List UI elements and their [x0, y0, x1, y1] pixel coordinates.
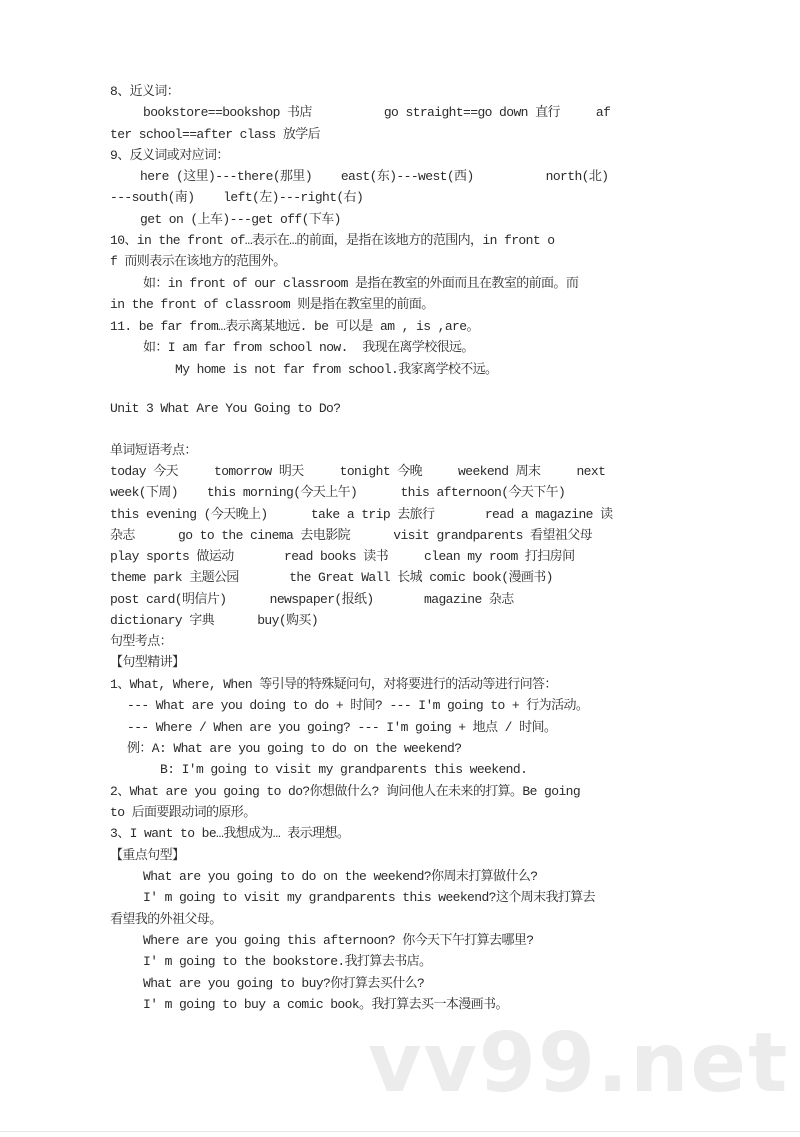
text-line: My home is not far from school.我家离学校不远。 — [175, 362, 498, 377]
text-line: I' m going to visit my grandparents this weekend?这个周末我打算去 — [143, 890, 596, 905]
text-line: f 而则表示在该地方的范围外。 — [110, 254, 286, 269]
text-line: I' m going to the bookstore.我打算去书店。 — [143, 954, 432, 969]
text-line: 如：I am far from school now. 我现在离学校很远。 — [143, 340, 474, 355]
heading-vocabulary: 单词短语考点： — [110, 443, 197, 458]
text-line: ---south(南) left(左)---right(右) — [110, 190, 364, 205]
text-line: What are you going to buy?你打算去买什么? — [143, 976, 425, 991]
text-line: to 后面要跟动词的原形。 — [110, 805, 256, 820]
heading-key-patterns: 【重点句型】 — [110, 848, 185, 863]
vocab-line: this evening (今天晚上) take a trip 去旅行 read a magazine 读 — [110, 507, 613, 522]
text-line: --- Where / When are you going? --- I'm going + 地点 / 时间。 — [127, 720, 557, 735]
page-edge-divider — [0, 1131, 800, 1132]
text-line: 3、I want to be…我想成为… 表示理想。 — [110, 826, 350, 841]
text-line: here (这里)---there(那里) east(东)---west(西) north(北) — [140, 169, 609, 184]
vocab-line: theme park 主题公园 the Great Wall 长城 comic book(漫画书) — [110, 570, 553, 585]
vocab-line: week(下周) this morning(今天上午) this afternoon(今天下午) — [110, 485, 566, 500]
vocab-line: post card(明信片) newspaper(报纸) magazine 杂志 — [110, 592, 514, 607]
vocab-line: dictionary 字典 buy(购买) — [110, 613, 319, 628]
text-line: 11. be far from…表示离某地远. be 可以是 am , is ,are。 — [110, 319, 479, 334]
heading-pattern-explained: 【句型精讲】 — [110, 655, 185, 670]
unit-title: Unit 3 What Are You Going to Do? — [110, 401, 341, 416]
text-line: 10、in the front of…表示在…的前面，是指在该地方的范围内，in front o — [110, 233, 555, 248]
text-line: --- What are you doing to do + 时间? --- I'm going to + 行为活动。 — [127, 698, 589, 713]
text-line: ter school==after class 放学后 — [110, 127, 321, 142]
text-line: bookstore==bookshop 书店 go straight==go down 直行 af — [143, 105, 611, 120]
watermark: vv99.net — [368, 1016, 790, 1111]
text-line: 1、What, Where, When 等引导的特殊疑问句，对将要进行的活动等进行问答： — [110, 677, 557, 692]
text-line: I' m going to buy a comic book。我打算去买一本漫画书。 — [143, 997, 508, 1012]
heading-synonyms: 8、近义词： — [110, 84, 180, 99]
text-line: 2、What are you going to do?你想做什么? 询问他人在未来的打算。Be going — [110, 784, 581, 799]
text-line: 看望我的外祖父母。 — [110, 912, 222, 927]
text-line: in the front of classroom 则是指在教室里的前面。 — [110, 297, 434, 312]
vocab-line: play sports 做运动 read books 读书 clean my room 打扫房间 — [110, 549, 575, 564]
heading-sentence-patterns: 句型考点： — [110, 634, 173, 649]
heading-antonyms: 9、反义词或对应词： — [110, 148, 229, 163]
text-line: B: I'm going to visit my grandparents this weekend. — [160, 762, 528, 777]
text-line: 例：A: What are you going to do on the weekend? — [127, 741, 462, 756]
text-line: get on (上车)---get off(下车) — [140, 212, 341, 227]
vocab-line: 杂志 go to the cinema 去电影院 visit grandparents 看望祖父母 — [110, 528, 593, 543]
vocab-line: today 今天 tomorrow 明天 tonight 今晚 weekend 周末 next — [110, 464, 606, 479]
text-line: Where are you going this afternoon? 你今天下午打算去哪里? — [143, 933, 534, 948]
text-line: 如：in front of our classroom 是指在教室的外面而且在教室的前面。而 — [143, 276, 579, 291]
text-line: What are you going to do on the weekend?你周末打算做什么? — [143, 869, 538, 884]
